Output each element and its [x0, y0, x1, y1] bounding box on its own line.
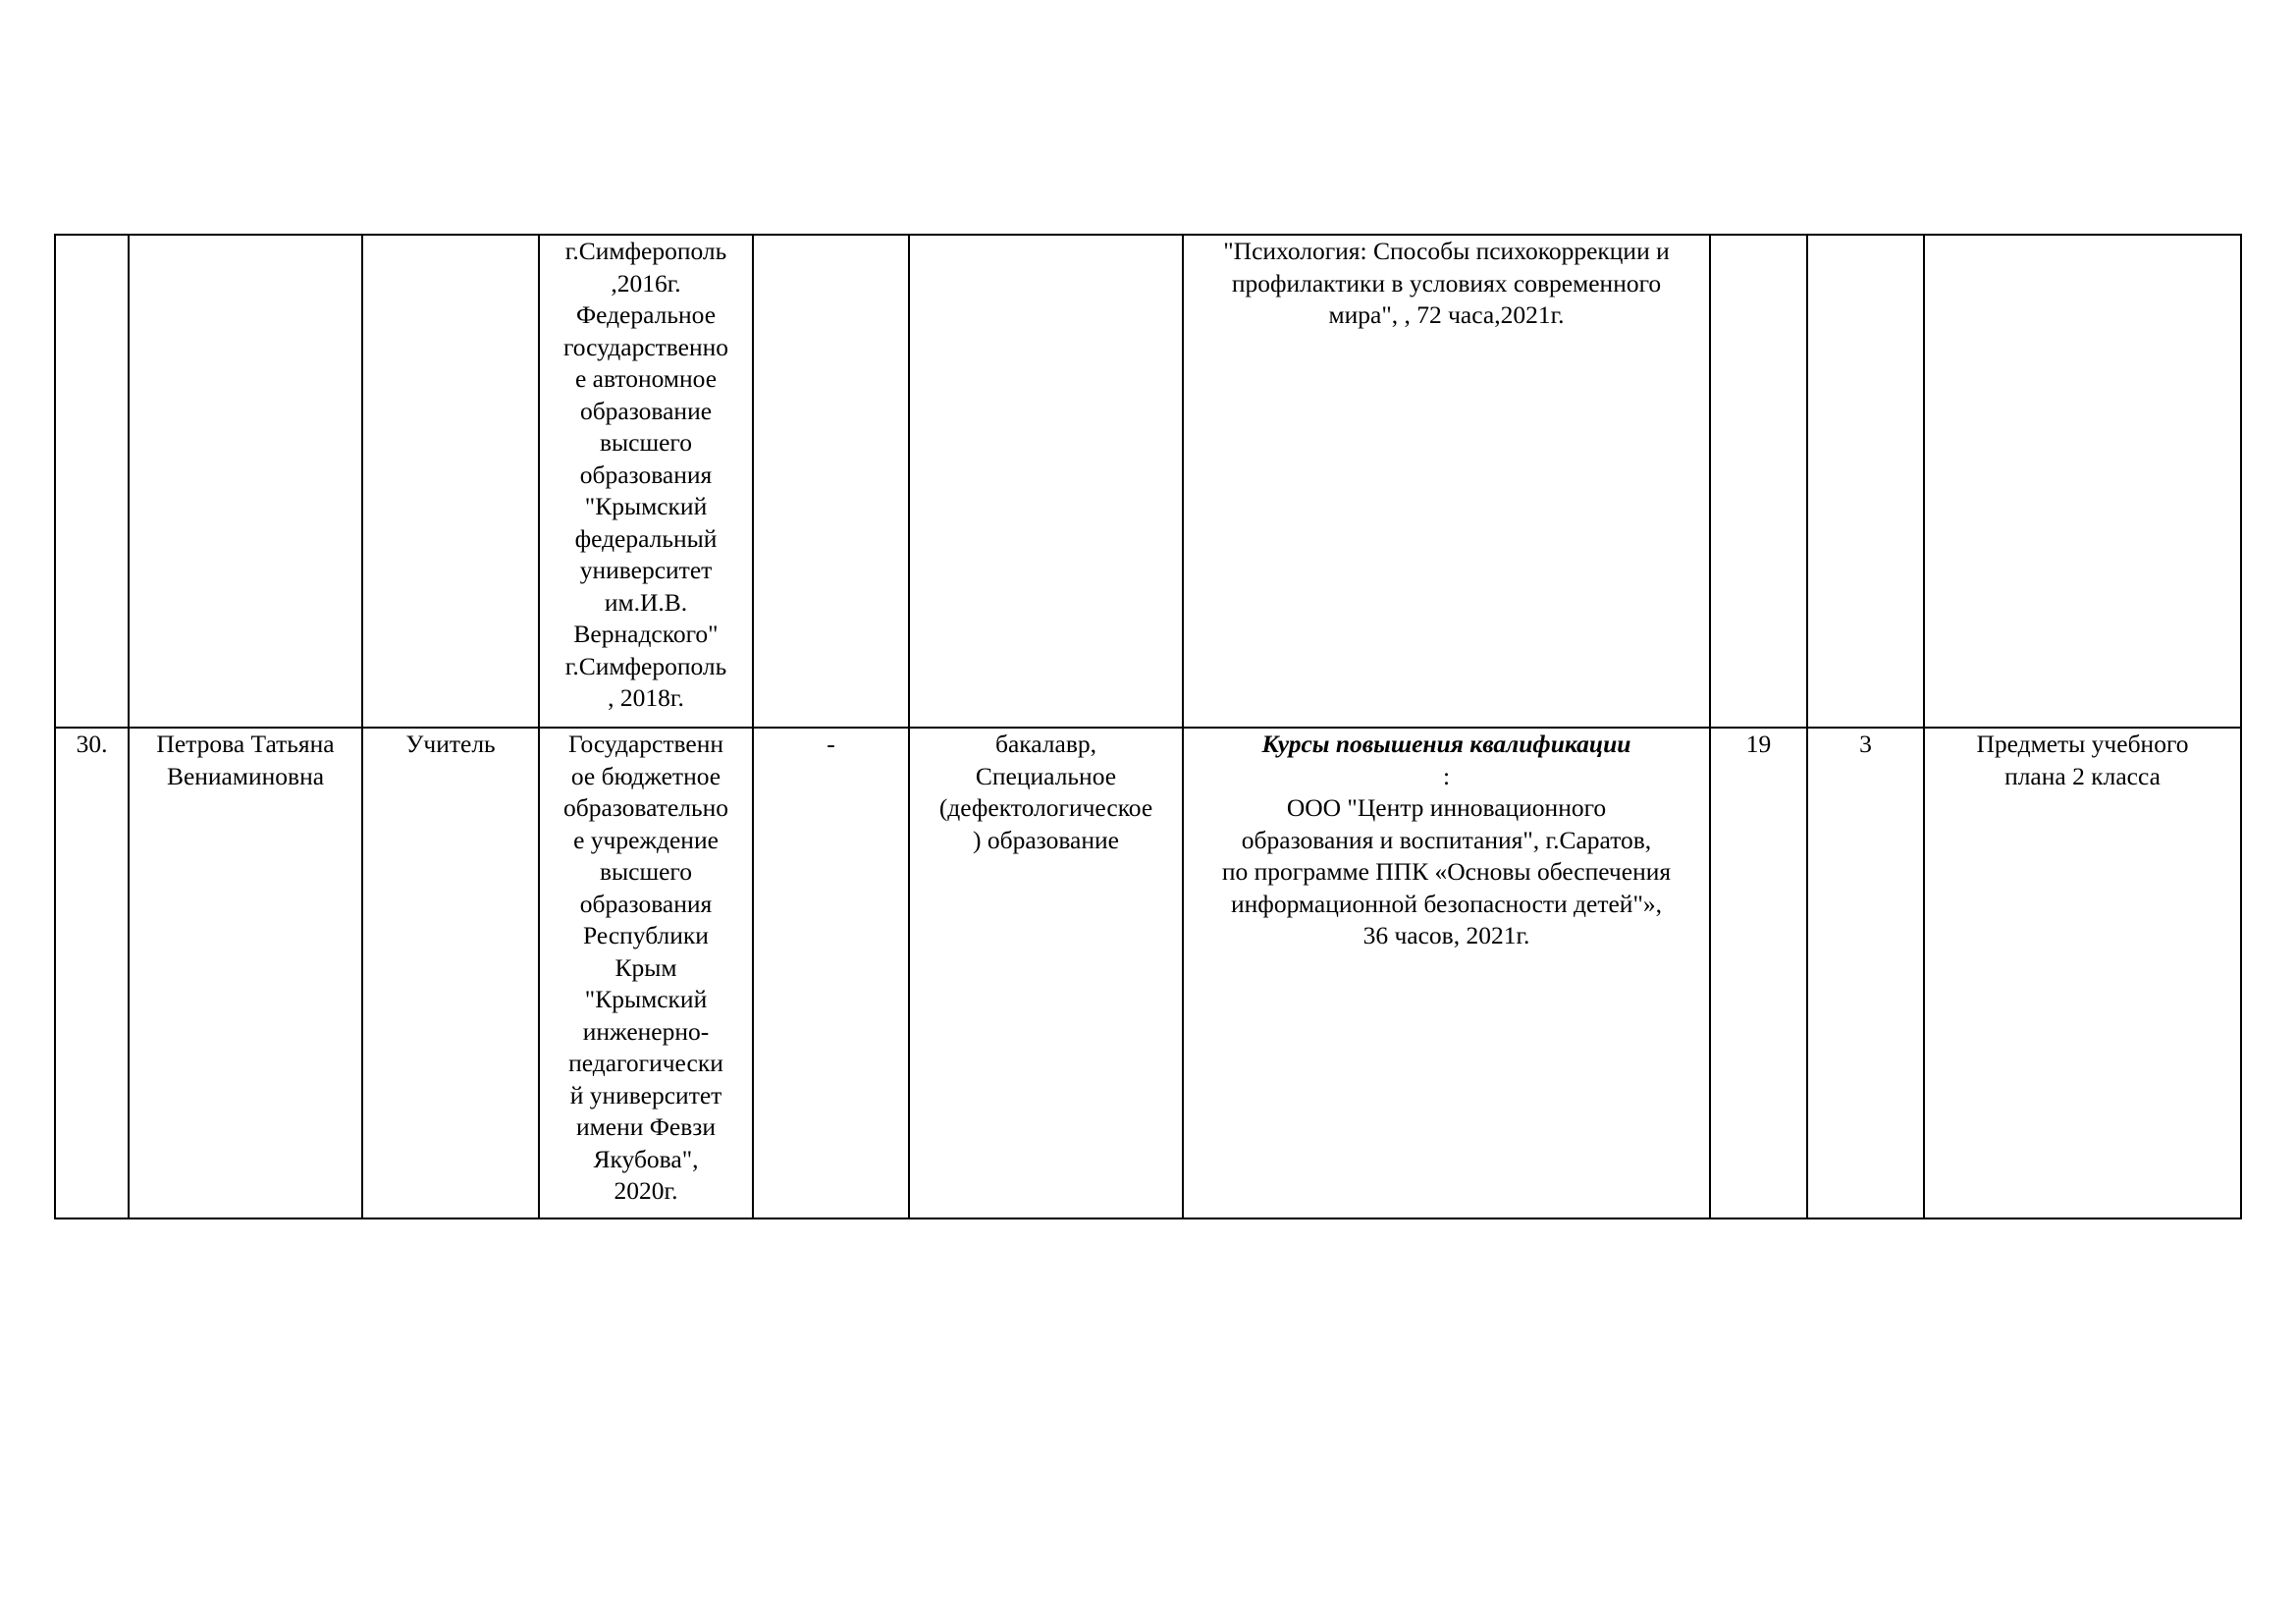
position-cell: [362, 235, 539, 728]
courses-line: профилактики в условиях современного: [1231, 268, 1662, 298]
subjects-cell: [1924, 728, 2241, 1218]
education-line: е учреждение: [573, 825, 719, 854]
education-line: Крым: [614, 952, 677, 982]
subjects-line: Предметы учебного: [1976, 730, 2189, 758]
education-cell: [539, 728, 753, 1218]
education-line: "Крымский: [584, 492, 708, 520]
education-cell: [539, 235, 753, 728]
courses-line: "Психология: Способы психокоррекции и: [1223, 237, 1670, 265]
staff-qualification-table: [54, 234, 2242, 1219]
row-number-cell: [55, 728, 129, 1218]
courses-cell: [1183, 235, 1710, 728]
education-line: высшего: [599, 428, 693, 457]
qualification-line: бакалавр,: [994, 730, 1097, 758]
education-line: педагогически: [568, 1049, 723, 1077]
qualification-line: Специальное: [975, 761, 1117, 790]
education-line: 2020г.: [614, 1176, 678, 1205]
education-line: Республики: [583, 921, 709, 949]
subjects-line: плана 2 класса: [2004, 761, 2161, 790]
qualification-cell: [909, 235, 1183, 728]
degree-cell: [753, 235, 909, 728]
position-cell: [362, 728, 539, 1218]
row-number-cell: [55, 235, 129, 728]
education-line: , 2018г.: [608, 683, 684, 712]
courses-line: мира", , 72 часа,2021г.: [1328, 300, 1565, 329]
table-row: [55, 728, 2241, 1218]
education-line: имени Февзи: [576, 1112, 716, 1141]
teacher-name: Петрова Татьяна Вениаминовна: [156, 730, 335, 790]
education-line: Федеральное: [575, 300, 717, 329]
education-line: образование: [579, 396, 713, 425]
row-number: 30.: [76, 730, 108, 758]
education-line: Якубова",: [593, 1144, 699, 1173]
courses-cell: [1183, 728, 1710, 1218]
courses-line: по программе ППК «Основы обеспечения: [1221, 857, 1672, 886]
name-cell: [129, 728, 362, 1218]
education-line: "Крымский: [584, 985, 708, 1013]
education-line: федеральный: [574, 523, 718, 553]
education-line: Государственн: [567, 730, 724, 758]
courses-line: образования и воспитания", г.Саратов,: [1241, 825, 1652, 854]
qualification-cell: [909, 728, 1183, 1218]
subjects-cell: [1924, 235, 2241, 728]
education-line: Вернадского": [573, 620, 719, 648]
education-line: высшего: [599, 857, 693, 886]
education-line: инженерно-: [582, 1016, 710, 1046]
education-line: образования: [579, 889, 713, 918]
education-line: университет: [579, 556, 713, 584]
teacher-position: Учитель: [405, 730, 496, 758]
qualification-line: (дефектологическое: [938, 793, 1153, 822]
courses-line: информационной безопасности детей"»,: [1231, 889, 1662, 918]
education-line: образовательно: [562, 793, 729, 822]
education-line: е автономное: [574, 364, 718, 393]
courses-heading: Курсы повышения квалификации: [1261, 730, 1631, 758]
total-experience-cell: [1710, 235, 1807, 728]
courses-line: ООО "Центр инновационного: [1286, 793, 1607, 822]
education-line: г.Симферополь: [564, 651, 727, 680]
specialty-experience-cell: [1807, 728, 1924, 1218]
specialty-experience: 3: [1859, 730, 1872, 758]
specialty-experience-cell: [1807, 235, 1924, 728]
education-line: ,2016г.: [611, 268, 681, 298]
education-line: государственно: [562, 332, 729, 361]
degree-cell: [753, 728, 909, 1218]
qualification-line: ) образование: [973, 825, 1119, 854]
education-line: й университет: [569, 1080, 722, 1110]
education-line: ое бюджетное: [570, 761, 721, 790]
name-cell: [129, 235, 362, 728]
total-experience: 19: [1745, 730, 1772, 758]
education-line: им.И.В.: [604, 587, 688, 617]
courses-line: 36 часов, 2021г.: [1362, 921, 1530, 949]
table-row: [55, 235, 2241, 728]
education-line: образования: [579, 460, 713, 489]
education-line: г.Симферополь: [564, 237, 727, 265]
courses-heading-line: [1190, 729, 1703, 792]
courses-heading-suffix: :: [1442, 761, 1451, 790]
total-experience-cell: [1710, 728, 1807, 1218]
degree-value: -: [827, 730, 835, 758]
